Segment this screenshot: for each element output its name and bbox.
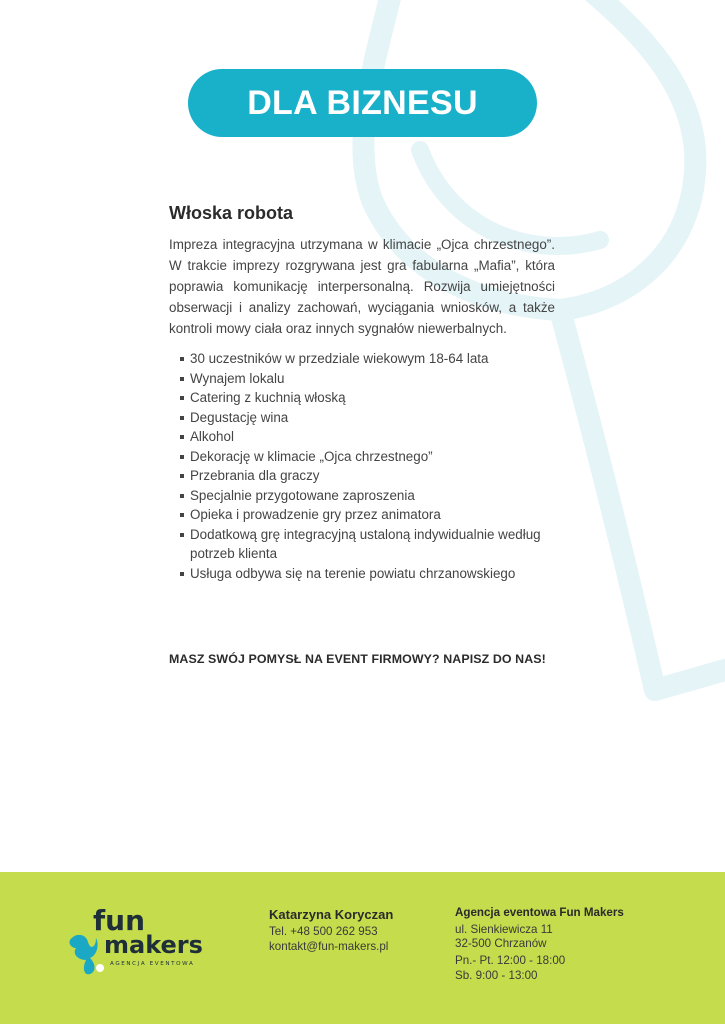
offer-title: Włoska robota: [169, 203, 294, 223]
list-item: Opieka i prowadzenie gry przez animatora: [178, 505, 568, 525]
list-item: Alkohol: [178, 427, 568, 447]
contact-email: kontakt@fun-makers.pl: [269, 940, 389, 953]
company-city: 32-500 Chrzanów: [455, 937, 547, 950]
list-item: Dekorację w klimacie „Ojca chrzestnego”: [178, 447, 568, 467]
logo-tagline: AGENCJA EVENTOWA: [110, 961, 195, 967]
company-name: Agencja eventowa Fun Makers: [455, 906, 624, 919]
logo-splash-icon: [69, 935, 97, 974]
list-item: Dodatkową grę integracyjną ustaloną indywidualnie według potrzeb klienta: [178, 525, 568, 564]
contact-phone: Tel. +48 500 262 953: [269, 925, 378, 938]
list-item: Degustację wina: [178, 408, 568, 428]
list-item: 30 uczestników w przedziale wiekowym 18-64 lata: [178, 349, 568, 369]
offer-description: Impreza integracyjna utrzymana w klimacie „Ojca chrzestnego”. W trakcie imprezy rozgrywana jest gra fabularna „Mafia”, która poprawia komunikację interpersonalną. Rozwija umiejętności obserwacji i analizy zachowań, wyciągania wniosków, a także kontroli mowy ciała oraz innych sygnałów niewerbalnych.: [169, 237, 555, 336]
list-item: Wynajem lokalu: [178, 369, 568, 389]
list-item: Usługa odbywa się na terenie powiatu chrzanowskiego: [178, 564, 568, 584]
page-title: DLA BIZNESU: [247, 83, 478, 122]
list-item: Przebrania dla graczy: [178, 466, 568, 486]
hours-saturday: Sb. 9:00 - 13:00: [455, 969, 538, 982]
logo-line-2: makers: [104, 931, 203, 959]
header-banner: [188, 69, 537, 137]
company-street: ul. Sienkiewicza 11: [455, 923, 553, 936]
logo-drop-icon: [96, 964, 104, 972]
fun-makers-logo: [66, 898, 216, 978]
hours-weekdays: Pn.- Pt. 12:00 - 18:00: [455, 954, 566, 967]
list-item: Specjalnie przygotowane zaproszenia: [178, 486, 568, 506]
contact-name: Katarzyna Koryczan: [269, 907, 394, 922]
list-item: Catering z kuchnią włoską: [178, 388, 568, 408]
feature-list: [178, 349, 568, 583]
logo-line-1: fun: [93, 904, 146, 937]
call-to-action: MASZ SWÓJ POMYSŁ NA EVENT FIRMOWY? NAPISZ DO NAS!: [169, 652, 546, 666]
